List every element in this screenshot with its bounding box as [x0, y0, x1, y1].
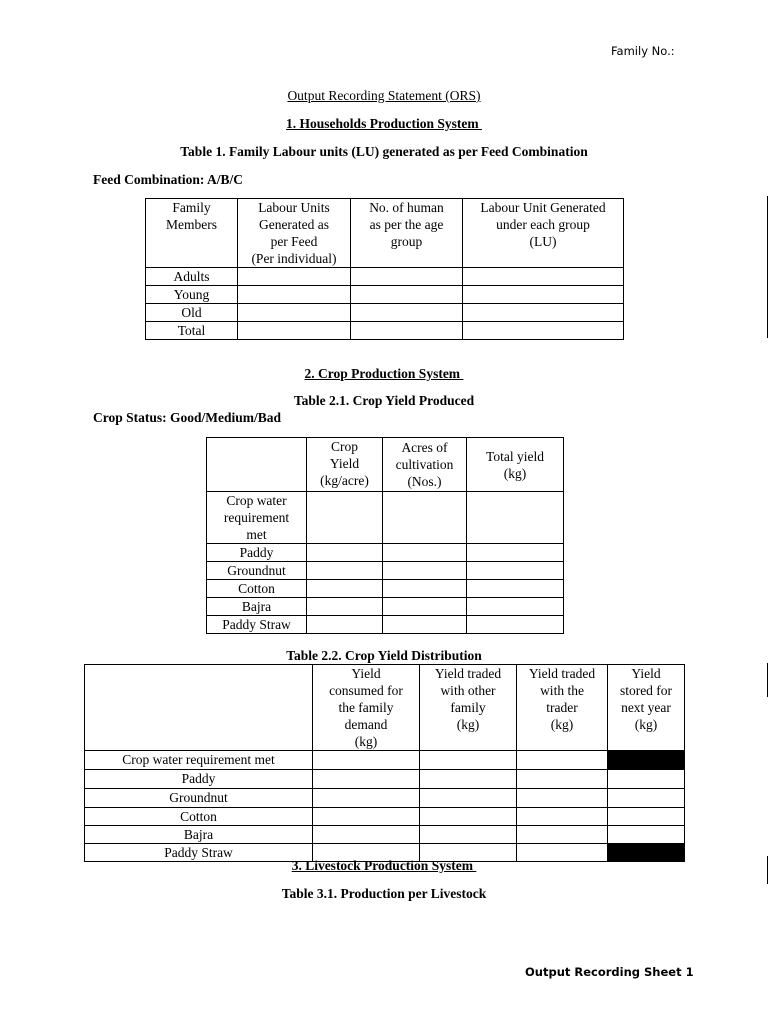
- table-row: [207, 492, 564, 544]
- crop-status-label: Crop Status: Good/Medium/Bad: [93, 410, 282, 425]
- input-cell[interactable]: [351, 268, 463, 286]
- row-label: Total: [146, 322, 238, 340]
- section-3-heading: 3. Livestock Production System: [291, 858, 477, 873]
- input-cell[interactable]: [420, 751, 517, 770]
- input-cell[interactable]: [307, 580, 383, 598]
- row-label: Cotton: [85, 808, 313, 826]
- table-2-2-caption: Table 2.2. Crop Yield Distribution: [286, 648, 482, 663]
- table-row: [85, 826, 685, 844]
- input-cell[interactable]: [463, 286, 624, 304]
- row-label: Paddy Straw: [85, 844, 313, 862]
- input-cell[interactable]: [608, 770, 685, 789]
- table-header-cell: Yield traded with the trader (kg): [517, 665, 608, 751]
- input-cell[interactable]: [383, 492, 467, 544]
- input-cell[interactable]: [517, 826, 608, 844]
- input-cell[interactable]: [608, 808, 685, 826]
- table-header-cell: [85, 665, 313, 751]
- row-label: Bajra: [85, 826, 313, 844]
- feed-combination-label: Feed Combination: A/B/C: [93, 172, 244, 187]
- input-cell[interactable]: [238, 268, 351, 286]
- row-label: Cotton: [207, 580, 307, 598]
- input-cell[interactable]: [420, 770, 517, 789]
- family-number-label: Family No.:: [611, 44, 675, 58]
- table-header-cell: Yield traded with other family (kg): [420, 665, 517, 751]
- table-row: [146, 322, 624, 340]
- input-cell[interactable]: [238, 304, 351, 322]
- table-header-cell: Total yield (kg): [467, 438, 564, 492]
- row-label: Young: [146, 286, 238, 304]
- document-title: Output Recording Statement (ORS): [287, 88, 481, 103]
- input-cell[interactable]: [467, 580, 564, 598]
- table-header-cell: Yield stored for next year (kg): [608, 665, 685, 751]
- table-row: [85, 770, 685, 789]
- input-cell[interactable]: [608, 789, 685, 808]
- row-label: Crop water requirement met: [207, 492, 307, 544]
- input-cell[interactable]: [467, 562, 564, 580]
- input-cell[interactable]: [463, 268, 624, 286]
- table-1-caption: Table 1. Family Labour units (LU) generated as per Feed Combination: [180, 144, 588, 159]
- row-label: Paddy Straw: [207, 616, 307, 634]
- sheet-footer-label: Output Recording Sheet 1: [525, 965, 694, 979]
- input-cell[interactable]: [517, 789, 608, 808]
- table-header-cell: Labour Units Generated as per Feed (Per individual): [238, 199, 351, 268]
- row-label: Bajra: [207, 598, 307, 616]
- input-cell[interactable]: [517, 751, 608, 770]
- row-label: Paddy: [207, 544, 307, 562]
- input-cell[interactable]: [307, 616, 383, 634]
- table-header-row: [146, 199, 624, 268]
- table-3-1-caption: Table 3.1. Production per Livestock: [281, 886, 487, 901]
- table-crop-yield-distribution: [84, 664, 685, 862]
- table-row: [85, 808, 685, 826]
- input-cell[interactable]: [467, 598, 564, 616]
- table-row: [146, 286, 624, 304]
- table-header-cell: [207, 438, 307, 492]
- input-cell[interactable]: [313, 789, 420, 808]
- input-cell[interactable]: [313, 808, 420, 826]
- row-label: Adults: [146, 268, 238, 286]
- input-cell[interactable]: [307, 492, 383, 544]
- row-label: Paddy: [85, 770, 313, 789]
- table-row: [207, 562, 564, 580]
- input-cell[interactable]: [420, 826, 517, 844]
- input-cell[interactable]: [383, 616, 467, 634]
- input-cell[interactable]: [351, 286, 463, 304]
- input-cell[interactable]: [467, 616, 564, 634]
- table-row: [146, 268, 624, 286]
- table-crop-yield-produced: [206, 437, 564, 634]
- table-family-labour-units: [145, 198, 624, 340]
- input-cell[interactable]: [307, 562, 383, 580]
- row-label: Old: [146, 304, 238, 322]
- table-header-cell: Labour Unit Generated under each group (LU): [463, 199, 624, 268]
- input-cell[interactable]: [420, 808, 517, 826]
- input-cell[interactable]: [383, 598, 467, 616]
- table-header-cell: No. of human as per the age group: [351, 199, 463, 268]
- table-header-cell: Acres of cultivation (Nos.): [383, 438, 467, 492]
- section-1-heading: 1. Households Production System: [286, 116, 482, 131]
- input-cell[interactable]: [351, 322, 463, 340]
- input-cell[interactable]: [463, 304, 624, 322]
- input-cell[interactable]: [608, 826, 685, 844]
- table-header-cell: Crop Yield (kg/acre): [307, 438, 383, 492]
- table-row: [207, 580, 564, 598]
- section-2-heading: 2. Crop Production System: [304, 366, 464, 381]
- table-header-cell: Family Members: [146, 199, 238, 268]
- table-row: [207, 598, 564, 616]
- input-cell[interactable]: [463, 322, 624, 340]
- table-row: [207, 544, 564, 562]
- input-cell[interactable]: [383, 580, 467, 598]
- row-label: Groundnut: [85, 789, 313, 808]
- input-cell[interactable]: [467, 492, 564, 544]
- input-cell[interactable]: [238, 322, 351, 340]
- input-cell[interactable]: [517, 770, 608, 789]
- input-cell[interactable]: [467, 544, 564, 562]
- table-row: [207, 616, 564, 634]
- input-cell[interactable]: [238, 286, 351, 304]
- input-cell[interactable]: [313, 826, 420, 844]
- table-header-row: [85, 665, 685, 751]
- table-2-1-caption: Table 2.1. Crop Yield Produced: [293, 393, 475, 408]
- input-cell[interactable]: [420, 789, 517, 808]
- input-cell[interactable]: [313, 770, 420, 789]
- table-row: [85, 751, 685, 770]
- blocked-cell: [608, 751, 685, 770]
- row-label: Groundnut: [207, 562, 307, 580]
- input-cell[interactable]: [383, 562, 467, 580]
- input-cell[interactable]: [307, 598, 383, 616]
- table-row: [146, 304, 624, 322]
- input-cell[interactable]: [517, 808, 608, 826]
- table-header-cell: Yield consumed for the family demand (kg): [313, 665, 420, 751]
- table-row: [85, 789, 685, 808]
- input-cell[interactable]: [351, 304, 463, 322]
- input-cell[interactable]: [383, 544, 467, 562]
- row-label: Crop water requirement met: [85, 751, 313, 770]
- input-cell[interactable]: [313, 751, 420, 770]
- input-cell[interactable]: [307, 544, 383, 562]
- table-header-row: [207, 438, 564, 492]
